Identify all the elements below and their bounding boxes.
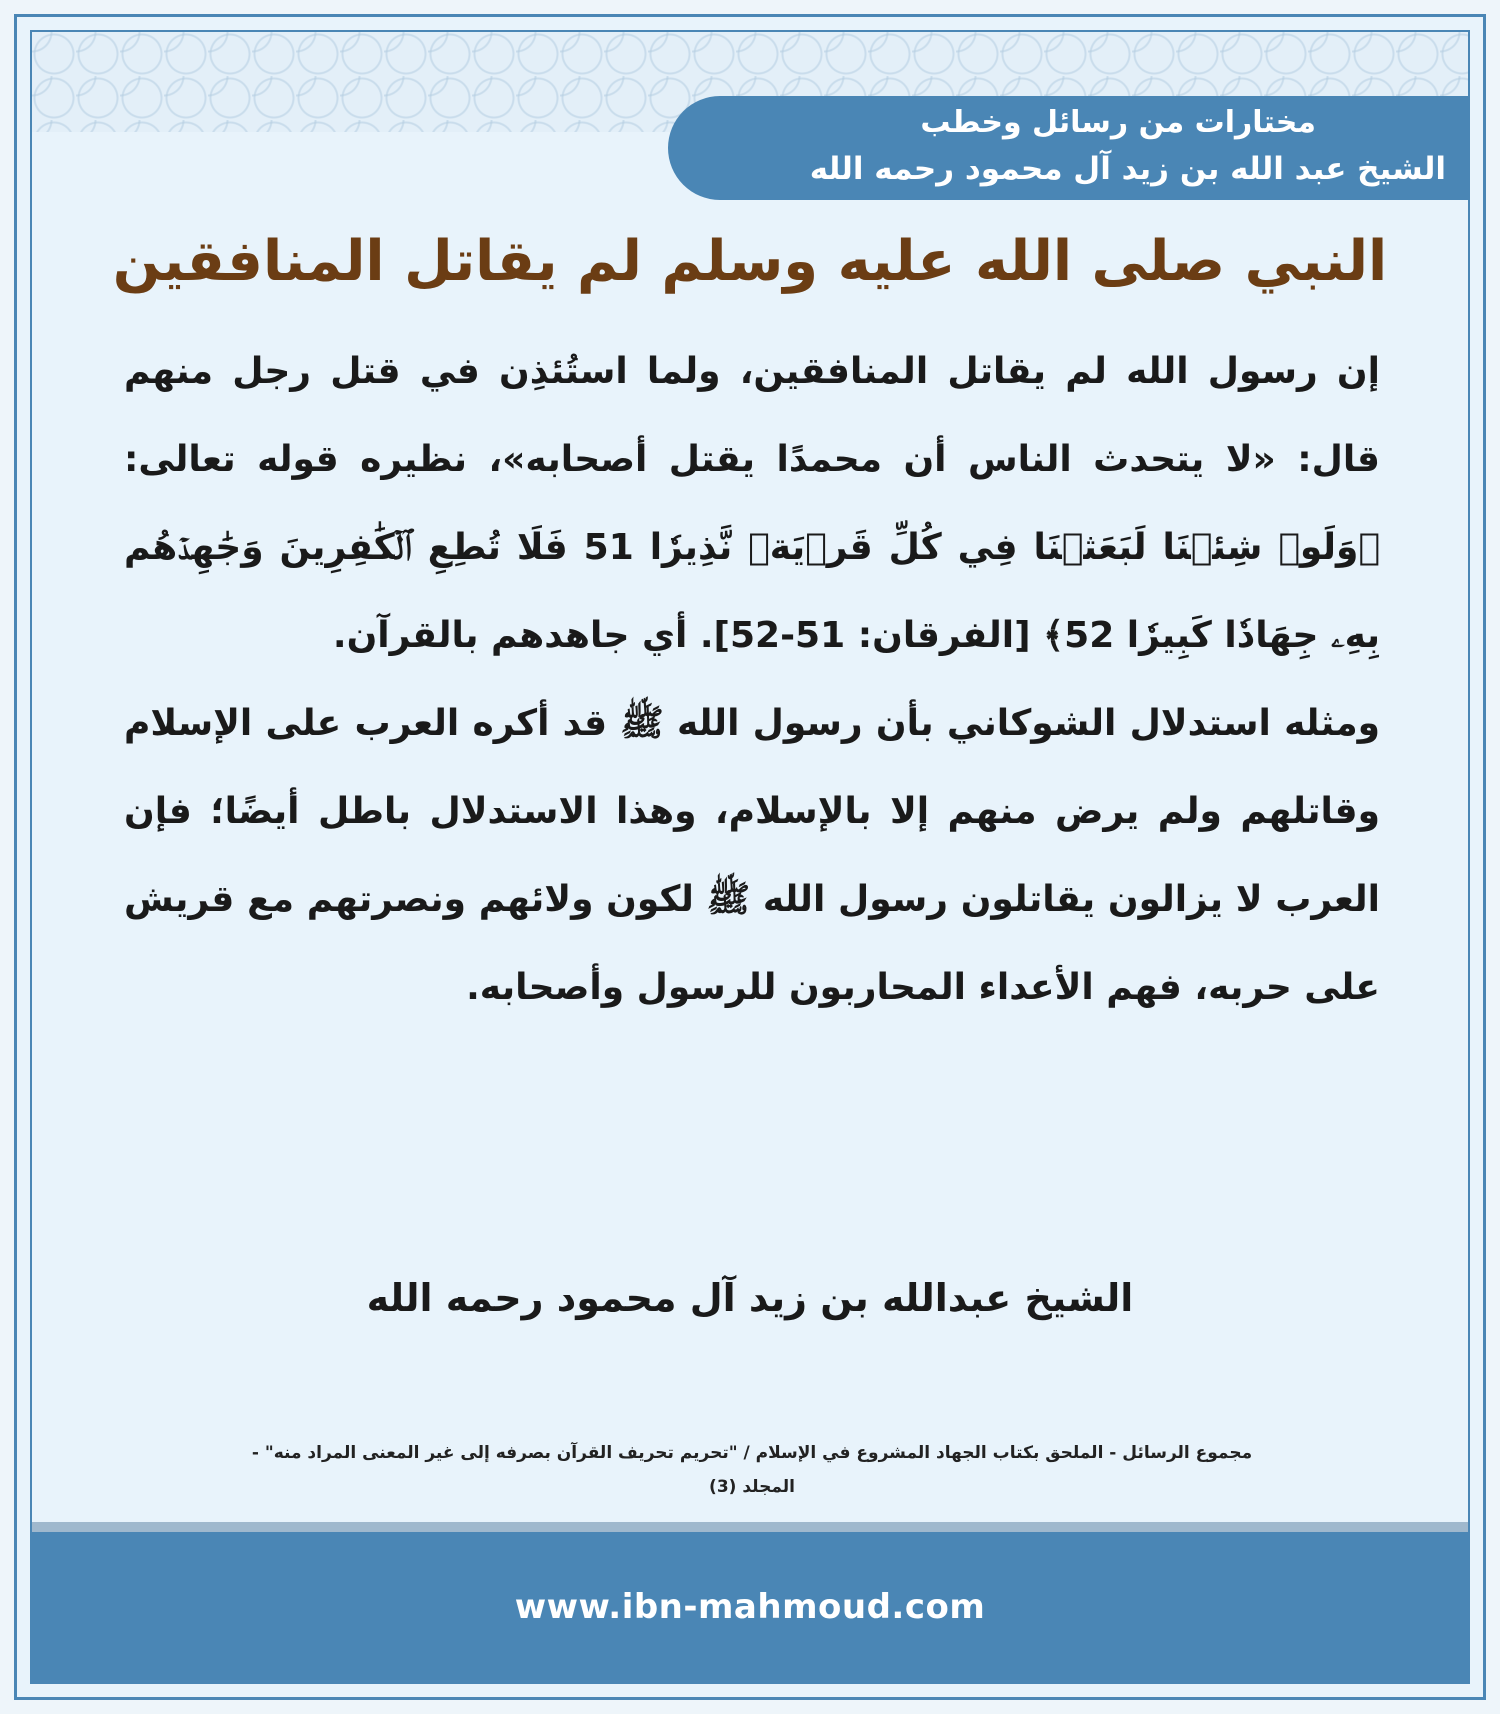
- page-card: [30, 30, 1470, 1684]
- article-body: [124, 328, 1380, 1032]
- signature: الشيخ عبدالله بن زيد آل محمود رحمه الله: [366, 1276, 1134, 1320]
- source-line-2: المجلد (3): [709, 1477, 795, 1497]
- source-line-1: مجموع الرسائل - الملحق بكتاب الجهاد المشروع في الإسلام / "تحريم تحريف القرآن بصرفه إلى غير المعنى المراد منه" -: [251, 1443, 1253, 1463]
- article-title: النبي صلى الله عليه وسلم لم يقاتل المنافقين: [112, 229, 1388, 294]
- author-name: الشيخ عبد الله بن زيد آل محمود رحمه الله: [809, 151, 1446, 187]
- body-paragraph-2: ومثله استدلال الشوكاني بأن رسول الله ﷺ قد أكره العرب على الإسلام وقاتلهم ولم يرض منهم إلا بالإسلام، وهذا الاستدلال باطل أيضًا؛ فإن العرب لا يزالون يقاتلون رسول الله ﷺ لكون ولائهم ونصرتهم مع قريش على حربه، فهم الأعداء المحاربون للرسول وأصحابه.: [124, 703, 1380, 1008]
- series-banner: [668, 96, 1468, 200]
- footer-bar: [32, 1522, 1468, 1682]
- source-citation: [124, 1436, 1380, 1504]
- website-link[interactable]: www.ibn-mahmoud.com: [514, 1587, 986, 1627]
- body-paragraph-1: إن رسول الله لم يقاتل المنافقين، ولما استُئذِن في قتل رجل منهم قال: «لا يتحدث الناس أن محمدًا يقتل أصحابه»، نظيره قوله تعالى: ﴿وَلَوۡ شِئۡنَا لَبَعَثۡنَا فِي كُلِّ قَرۡيَةٖ نَّذِيرٗا 51 فَلَا تُطِعِ ٱلۡكَٰفِرِينَ وَجَٰهِدۡهُم بِهِۦ جِهَادٗا كَبِيرٗا 52﴾ [الفرقان: 51-52]. أي جاهدهم بالقرآن.: [124, 351, 1380, 656]
- series-title: مختارات من رسائل وخطب: [920, 105, 1316, 140]
